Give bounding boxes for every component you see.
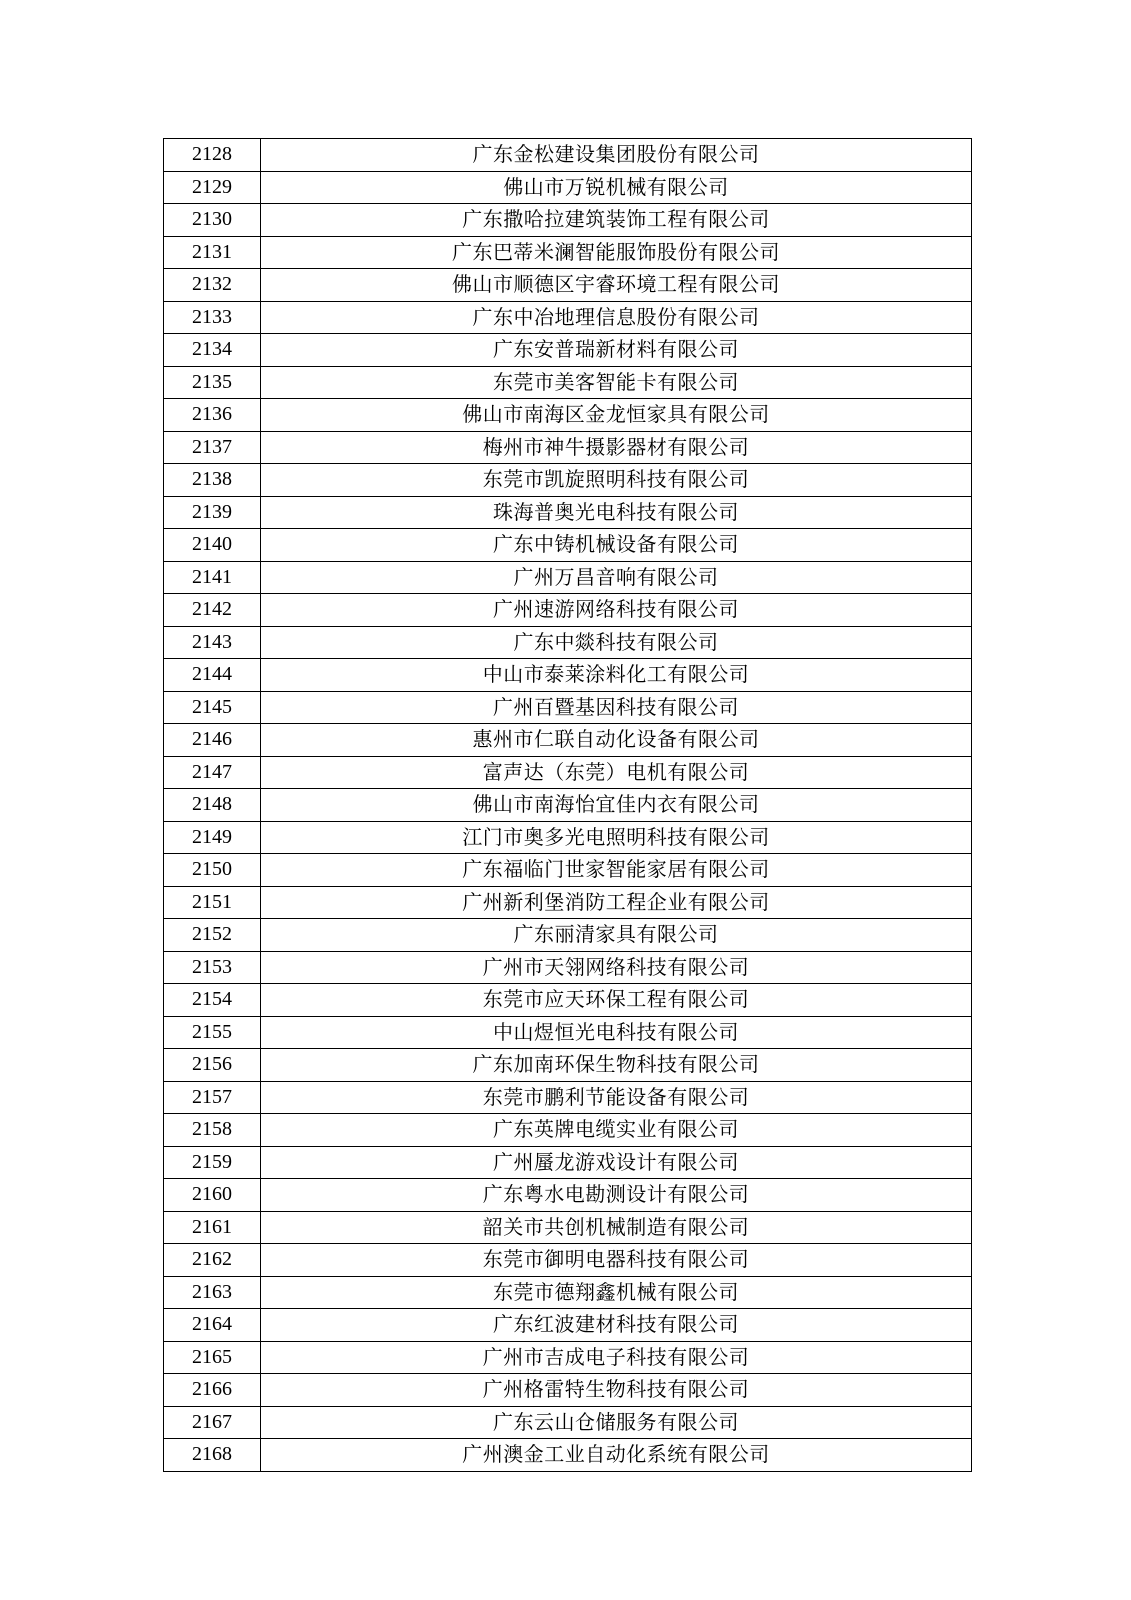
company-name: 佛山市顺德区宇睿环境工程有限公司 [261, 269, 972, 302]
company-name: 广东巴蒂米澜智能服饰股份有限公司 [261, 236, 972, 269]
row-number: 2168 [164, 1439, 261, 1472]
row-number: 2138 [164, 464, 261, 497]
company-name: 中山市泰莱涂料化工有限公司 [261, 659, 972, 692]
company-name: 广东金松建设集团股份有限公司 [261, 139, 972, 172]
table-row [164, 496, 972, 529]
company-name: 广州市天翎网络科技有限公司 [261, 951, 972, 984]
row-number: 2131 [164, 236, 261, 269]
row-number: 2133 [164, 301, 261, 334]
company-name: 广东安普瑞新材料有限公司 [261, 334, 972, 367]
company-name: 广州市吉成电子科技有限公司 [261, 1341, 972, 1374]
row-number: 2153 [164, 951, 261, 984]
table-row [164, 821, 972, 854]
company-name: 广东英牌电缆实业有限公司 [261, 1114, 972, 1147]
row-number: 2160 [164, 1179, 261, 1212]
table-row [164, 1016, 972, 1049]
company-name: 广州澳金工业自动化系统有限公司 [261, 1439, 972, 1472]
table-row [164, 789, 972, 822]
table-row [164, 1114, 972, 1147]
company-name: 梅州市神牛摄影器材有限公司 [261, 431, 972, 464]
row-number: 2157 [164, 1081, 261, 1114]
row-number: 2135 [164, 366, 261, 399]
row-number: 2132 [164, 269, 261, 302]
row-number: 2136 [164, 399, 261, 432]
table-row [164, 626, 972, 659]
table-row [164, 951, 972, 984]
table-row [164, 529, 972, 562]
table-row [164, 1179, 972, 1212]
table-row [164, 756, 972, 789]
table-row [164, 139, 972, 172]
table-row [164, 236, 972, 269]
company-name: 广州速游网络科技有限公司 [261, 594, 972, 627]
row-number: 2166 [164, 1374, 261, 1407]
table-row [164, 171, 972, 204]
table-row [164, 1439, 972, 1472]
row-number: 2162 [164, 1244, 261, 1277]
company-name: 广东中铸机械设备有限公司 [261, 529, 972, 562]
row-number: 2155 [164, 1016, 261, 1049]
table-row [164, 431, 972, 464]
company-name: 广东加南环保生物科技有限公司 [261, 1049, 972, 1082]
company-name: 广州百暨基因科技有限公司 [261, 691, 972, 724]
row-number: 2165 [164, 1341, 261, 1374]
table-row [164, 691, 972, 724]
row-number: 2151 [164, 886, 261, 919]
table-row [164, 886, 972, 919]
table-row [164, 1146, 972, 1179]
table-row [164, 399, 972, 432]
row-number: 2141 [164, 561, 261, 594]
company-name: 广州新利堡消防工程企业有限公司 [261, 886, 972, 919]
row-number: 2156 [164, 1049, 261, 1082]
row-number: 2161 [164, 1211, 261, 1244]
row-number: 2139 [164, 496, 261, 529]
table-row [164, 366, 972, 399]
company-name: 东莞市凯旋照明科技有限公司 [261, 464, 972, 497]
table-row [164, 1309, 972, 1342]
table-row [164, 334, 972, 367]
company-name: 富声达（东莞）电机有限公司 [261, 756, 972, 789]
table-row [164, 269, 972, 302]
company-name: 广州格雷特生物科技有限公司 [261, 1374, 972, 1407]
table-row [164, 1244, 972, 1277]
company-name: 惠州市仁联自动化设备有限公司 [261, 724, 972, 757]
company-name: 东莞市德翔鑫机械有限公司 [261, 1276, 972, 1309]
row-number: 2144 [164, 659, 261, 692]
company-name: 广州蜃龙游戏设计有限公司 [261, 1146, 972, 1179]
row-number: 2143 [164, 626, 261, 659]
row-number: 2137 [164, 431, 261, 464]
company-name: 东莞市应天环保工程有限公司 [261, 984, 972, 1017]
table-row [164, 854, 972, 887]
company-name: 广东福临门世家智能家居有限公司 [261, 854, 972, 887]
row-number: 2167 [164, 1406, 261, 1439]
table-row [164, 594, 972, 627]
table-row [164, 1374, 972, 1407]
row-number: 2154 [164, 984, 261, 1017]
company-name: 广东丽清家具有限公司 [261, 919, 972, 952]
company-name: 江门市奥多光电照明科技有限公司 [261, 821, 972, 854]
company-name: 佛山市南海区金龙恒家具有限公司 [261, 399, 972, 432]
company-name: 广州万昌音响有限公司 [261, 561, 972, 594]
row-number: 2128 [164, 139, 261, 172]
table-row [164, 724, 972, 757]
row-number: 2163 [164, 1276, 261, 1309]
company-name: 佛山市万锐机械有限公司 [261, 171, 972, 204]
row-number: 2142 [164, 594, 261, 627]
company-name: 中山煜恒光电科技有限公司 [261, 1016, 972, 1049]
company-name: 韶关市共创机械制造有限公司 [261, 1211, 972, 1244]
company-name: 珠海普奥光电科技有限公司 [261, 496, 972, 529]
table-row [164, 1211, 972, 1244]
table-row [164, 1341, 972, 1374]
company-name: 广东中冶地理信息股份有限公司 [261, 301, 972, 334]
row-number: 2129 [164, 171, 261, 204]
company-name: 东莞市鹏利节能设备有限公司 [261, 1081, 972, 1114]
company-name: 佛山市南海怡宜佳内衣有限公司 [261, 789, 972, 822]
row-number: 2148 [164, 789, 261, 822]
company-list-table [163, 138, 972, 1472]
row-number: 2150 [164, 854, 261, 887]
row-number: 2149 [164, 821, 261, 854]
row-number: 2152 [164, 919, 261, 952]
company-name: 东莞市御明电器科技有限公司 [261, 1244, 972, 1277]
table-row [164, 1406, 972, 1439]
table-row [164, 984, 972, 1017]
table-body [164, 139, 972, 1472]
company-name: 广东撒哈拉建筑装饰工程有限公司 [261, 204, 972, 237]
table-row [164, 659, 972, 692]
row-number: 2159 [164, 1146, 261, 1179]
table-row [164, 1081, 972, 1114]
row-number: 2145 [164, 691, 261, 724]
table-row [164, 919, 972, 952]
company-name: 东莞市美客智能卡有限公司 [261, 366, 972, 399]
row-number: 2158 [164, 1114, 261, 1147]
row-number: 2130 [164, 204, 261, 237]
table-row [164, 204, 972, 237]
row-number: 2140 [164, 529, 261, 562]
company-name: 广东中燚科技有限公司 [261, 626, 972, 659]
row-number: 2146 [164, 724, 261, 757]
table-row [164, 301, 972, 334]
row-number: 2147 [164, 756, 261, 789]
company-name: 广东红波建材科技有限公司 [261, 1309, 972, 1342]
table-row [164, 561, 972, 594]
company-name: 广东粤水电勘测设计有限公司 [261, 1179, 972, 1212]
company-name: 广东云山仓储服务有限公司 [261, 1406, 972, 1439]
table-row [164, 1276, 972, 1309]
table-row [164, 464, 972, 497]
row-number: 2164 [164, 1309, 261, 1342]
table-row [164, 1049, 972, 1082]
row-number: 2134 [164, 334, 261, 367]
